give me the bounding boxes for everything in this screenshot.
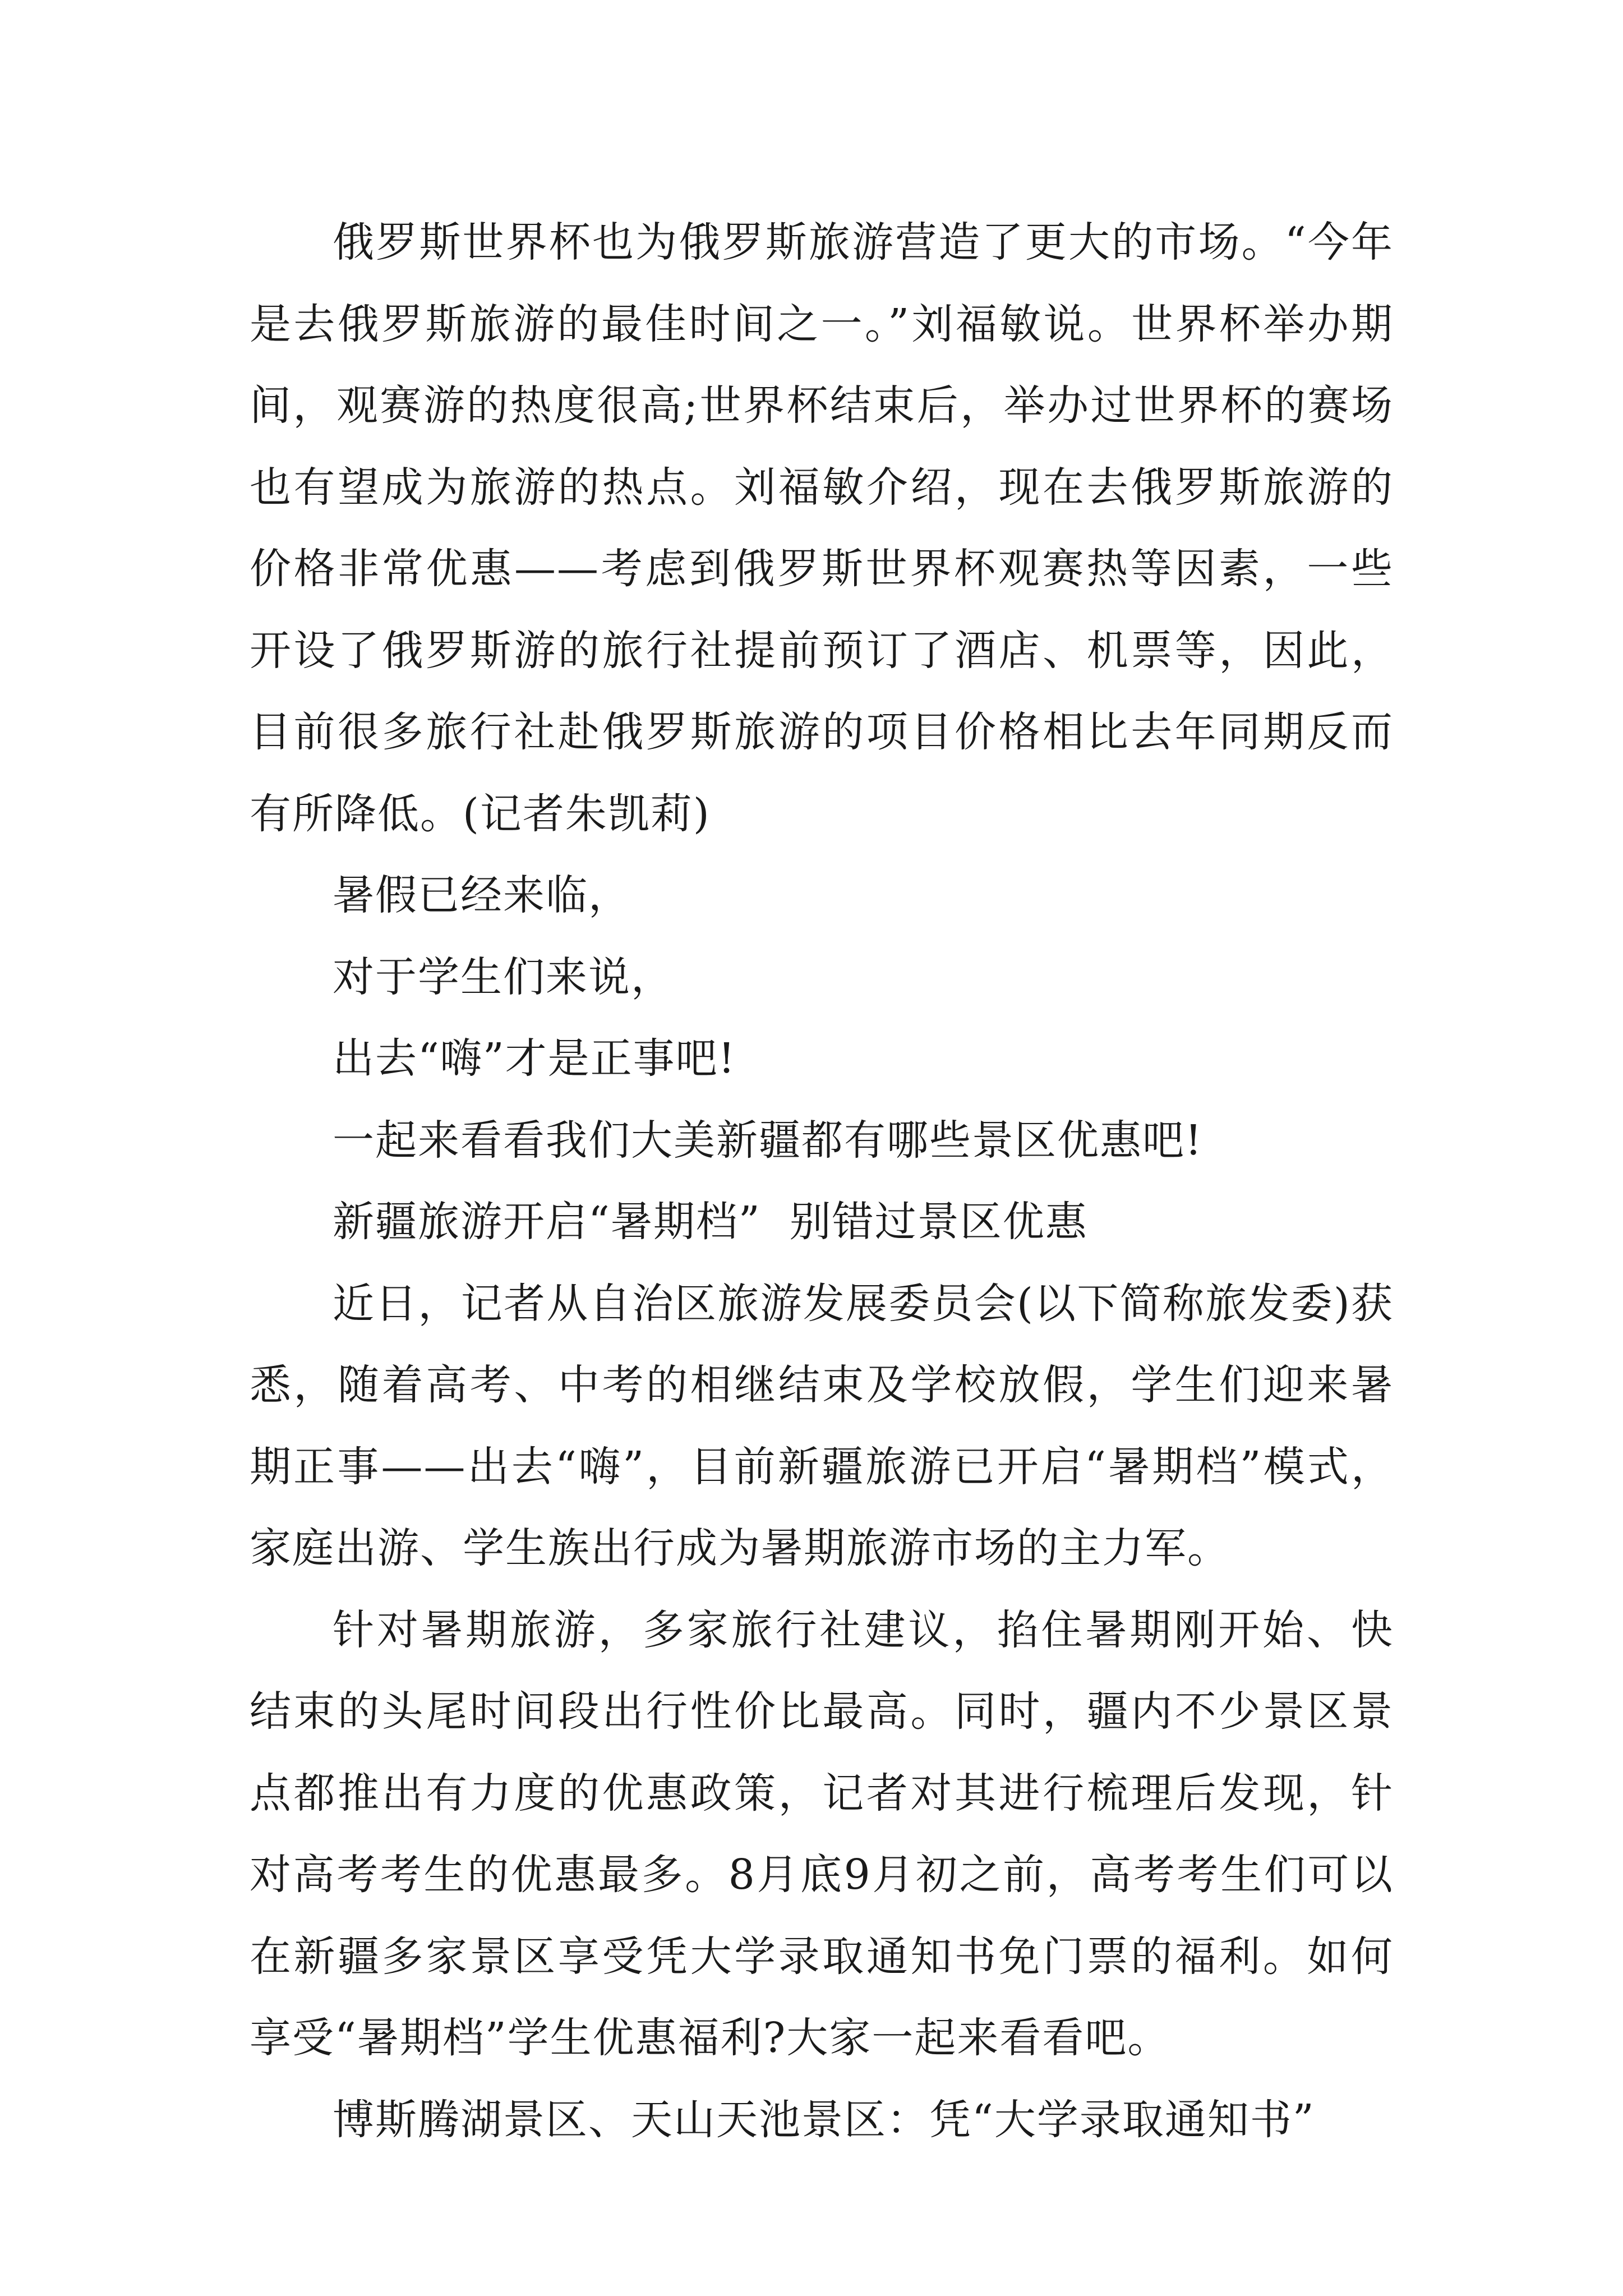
- paragraph-tourism-committee: 近日，记者从自治区旅游发展委员会(以下简称旅发委)获悉，随着高考、中考的相继结束及学校放假，学生们迎来暑期正事——出去“嗨”，目前新疆旅游已开启“暑期档”模式，家庭出游、学生族出行成为暑期旅游市场的主力军。: [250, 1279, 1394, 1572]
- paragraph-travel-agencies-advice: 针对暑期旅游，多家旅行社建议，掐住暑期刚开始、快结束的头尾时间段出行性价比最高。同时，疆内不少景区景点都推出有力度的优惠政策，记者对其进行梳理后发现，针对高考考生的优惠最多。8月底9月初之前，高考考生们可以在新疆多家景区享受凭大学录取通知书免门票的福利。如何享受“暑期档”学生优惠福利?大家一起来看看吧。: [250, 1605, 1394, 2062]
- line-for-students: 对于学生们来说，: [333, 953, 674, 1001]
- paragraph-bosten-lake-tianchi: 博斯腾湖景区、天山天池景区：凭“大学录取通知书”: [333, 2095, 1315, 2144]
- line-summer-arrived: 暑假已经来临，: [333, 871, 631, 919]
- line-go-out-hi: 出去“嗨”才是正事吧!: [333, 1034, 736, 1083]
- section-heading-summer-season: 新疆旅游开启“暑期档” 别错过景区优惠: [333, 1198, 1088, 1246]
- paragraph-russia-world-cup-tourism: 俄罗斯世界杯也为俄罗斯旅游营造了更大的市场。“今年是去俄罗斯旅游的最佳时间之一。”刘福敏说。世界杯举办期间，观赛游的热度很高;世界杯结束后，举办过世界杯的赛场也有望成为旅游的热点。刘福敏介绍，现在去俄罗斯旅游的价格非常优惠——考虑到俄罗斯世界杯观赛热等因素，一些开设了俄罗斯游的旅行社提前预订了酒店、机票等，因此，目前很多旅行社赴俄罗斯旅游的项目价格相比去年同期反而有所降低。(记者朱凯莉): [250, 218, 1394, 838]
- line-xinjiang-discounts: 一起来看看我们大美新疆都有哪些景区优惠吧!: [333, 1116, 1203, 1165]
- document-body: [250, 202, 1394, 2161]
